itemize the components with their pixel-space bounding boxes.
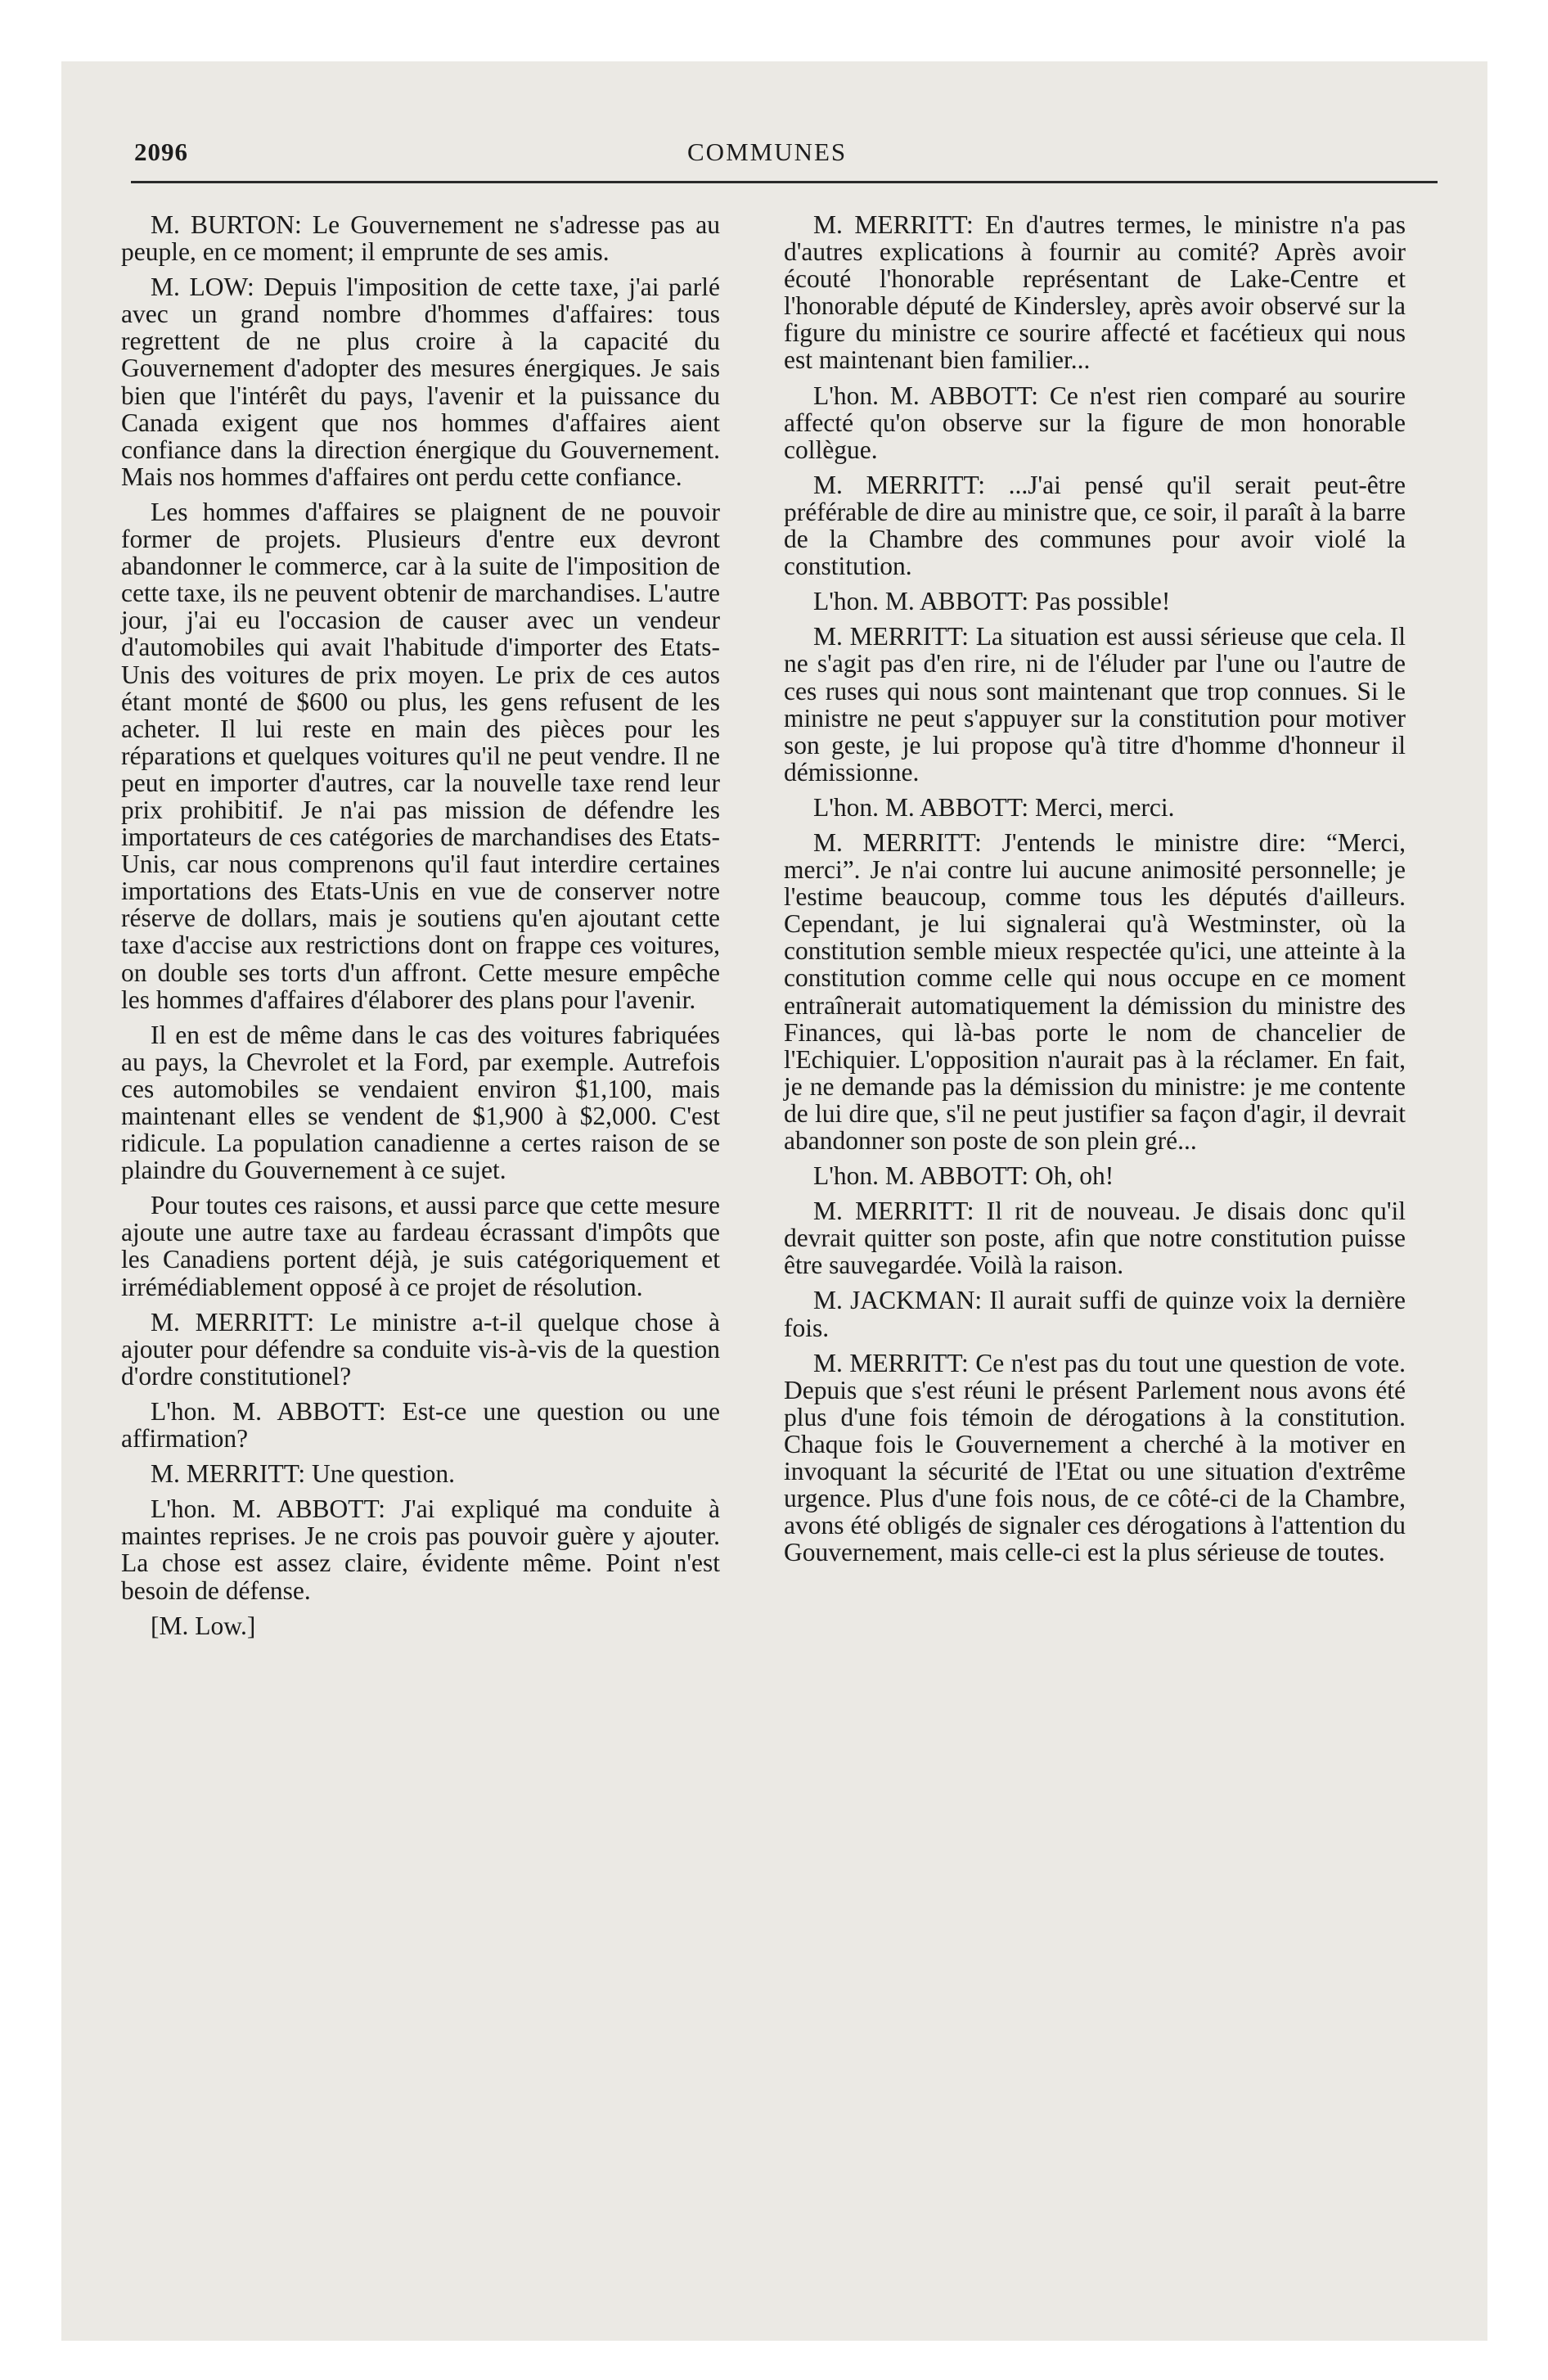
paragraph: L'hon. M. ABBOTT: Oh, oh! <box>813 1161 1114 1191</box>
paragraph: L'hon. M. ABBOTT: J'ai expliqué ma conduite à maintes reprises. Je ne crois pas pouvoir guère y ajouter. La chose est assez claire, évidente même. Point n'est besoin de défense. <box>121 1494 720 1605</box>
paragraph: L'hon. M. ABBOTT: Pas possible! <box>813 587 1171 616</box>
running-head: COMMUNES <box>687 137 848 166</box>
paragraph: M. MERRITT: J'entends le ministre dire: “Merci, merci”. Je n'ai contre lui aucune animosité personnelle; je l'estime beaucoup, comme tous les députés d'ailleurs. Cependant, je lui signalerai qu'à Westminster, où la constitution semble mieux respectée qu'ici, une atteinte à la constitution comme celle qui nous occupe en ce moment entraînerait automatiquement la démission du ministre des Finances, qui là-bas porte le nom de chancelier de l'Echiquier. L'opposition n'aurait pas à la réclamer. En fait, je ne demande pas la démission du ministre: je me contente de lui dire que, s'il ne peut justifier sa façon d'agir, il devrait abandonner son poste de son plein gré... <box>784 827 1406 1155</box>
left-column <box>121 211 720 1648</box>
paragraph: Il en est de même dans le cas des voitures fabriquées au pays, la Chevrolet et la Ford, par exemple. Autrefois ces automobiles se vendaient environ $1,100, mais maintenant elles se vendent de $1,900 à $2,000. C'est ridicule. La population canadienne a certes raison de se plaindre du Gouvernement à ce sujet. <box>121 1020 720 1185</box>
paragraph: M. MERRITT: Une question. <box>151 1459 456 1489</box>
right-column <box>784 211 1406 1574</box>
paragraph: M. LOW: Depuis l'imposition de cette taxe, j'ai parlé avec un grand nombre d'hommes d'affaires: tous regrettent de ne plus croire à la capacité du Gouvernement d'adopter des mesures énergiques. Je sais bien que l'intérêt du pays, l'avenir et la puissance du Canada exigent que nos hommes d'affaires aient confiance dans la direction énergique du Gouvernement. Mais nos hommes d'affaires ont perdu cette confiance. <box>121 273 720 491</box>
paragraph: M. JACKMAN: Il aurait suffi de quinze voix la dernière fois. <box>784 1286 1406 1342</box>
paragraph: M. MERRITT: Ce n'est pas du tout une question de vote. Depuis que s'est réuni le présent Parlement nous avons été plus d'une fois témoin de dérogations à la constitution. Chaque fois le Gouvernement a cherché à la motiver en invoquant la sécurité de l'Etat ou une situation d'extrême urgence. Plus d'une fois nous, de ce côté-ci de la Chambre, avons été obligés de signaler ces dérogations à l'attention du Gouvernement, mais celle-ci est la plus sérieuse de toutes. <box>784 1348 1406 1567</box>
page-header <box>131 137 1432 177</box>
paragraph: M. MERRITT: Il rit de nouveau. Je disais donc qu'il devrait quitter son poste, afin que notre constitution puisse être sauvegardée. Voilà la raison. <box>784 1197 1406 1280</box>
paragraph: M. BURTON: Le Gouvernement ne s'adresse pas au peuple, en ce moment; il emprunte de ses amis. <box>121 210 720 267</box>
paragraph: M. MERRITT: Le ministre a-t-il quelque chose à ajouter pour défendre sa conduite vis-à-vis de la question d'ordre constitutionel? <box>121 1307 720 1391</box>
paragraph: M. MERRITT: ...J'ai pensé qu'il serait peut-être préférable de dire au ministre que, ce soir, il paraît à la barre de la Chambre des communes pour avoir violé la constitution. <box>784 470 1406 581</box>
paragraph: L'hon. M. ABBOTT: Est-ce une question ou une affirmation? <box>121 1396 720 1454</box>
paragraph: M. MERRITT: La situation est aussi sérieuse que cela. Il ne s'agit pas d'en rire, ni de l'éluder par l'une ou l'autre de ces ruses qui nous sont maintenant que trop connues. Si le ministre ne peut s'appuyer sur la constitution pour motiver son geste, je lui propose qu'à titre d'homme d'honneur il démissionne. <box>784 622 1406 787</box>
paragraph: L'hon. M. ABBOTT: Ce n'est rien comparé au sourire affecté qu'on observe sur la figure de mon honorable collègue. <box>784 381 1406 464</box>
footer-note: [M. Low.] <box>151 1611 256 1640</box>
page-number: 2096 <box>134 137 188 166</box>
paragraph: M. MERRITT: En d'autres termes, le ministre n'a pas d'autres explications à fournir au comité? Après avoir écouté l'honorable représentant de Lake-Centre et l'honorable député de Kindersley, après avoir observé sur la figure du ministre ce sourire affecté et facétieux qui nous est maintenant bien familier... <box>784 210 1406 375</box>
paragraph: Les hommes d'affaires se plaignent de ne pouvoir former de projets. Plusieurs d'entre eux devront abandonner le commerce, car à la suite de l'imposition de cette taxe, ils ne peuvent obtenir de marchandises. L'autre jour, j'ai eu l'occasion de causer avec un vendeur d'automobiles qui avait l'habitude d'importer des Etats-Unis des voitures de prix moyen. Le prix de ces autos étant monté de $600 ou plus, les gens refusent de les acheter. Il lui reste en main des pièces pour les réparations et quelques voitures qu'il ne peut vendre. Il ne peut en importer d'autres, car la nouvelle taxe rend leur prix prohibitif. Je n'ai pas mission de défendre les importateurs de ces catégories de marchandises des Etats-Unis, car nous comprenons qu'il faut interdire certaines importations des Etats-Unis en vue de conserver notre réserve de dollars, mais je soutiens qu'en ajoutant cette taxe d'accise aux restrictions dont on frappe ces voitures, on double ses torts d'un affront. Cette mesure empêche les hommes d'affaires d'élaborer des plans pour l'avenir. <box>121 497 720 1014</box>
paragraph: Pour toutes ces raisons, et aussi parce que cette mesure ajoute une autre taxe au fardeau écrassant d'impôts que les Canadiens portent déjà, je suis catégoriquement et irrémédiablement opposé à ce projet de résolution. <box>121 1191 720 1301</box>
header-rule <box>131 181 1438 183</box>
paragraph: L'hon. M. ABBOTT: Merci, merci. <box>813 792 1175 822</box>
